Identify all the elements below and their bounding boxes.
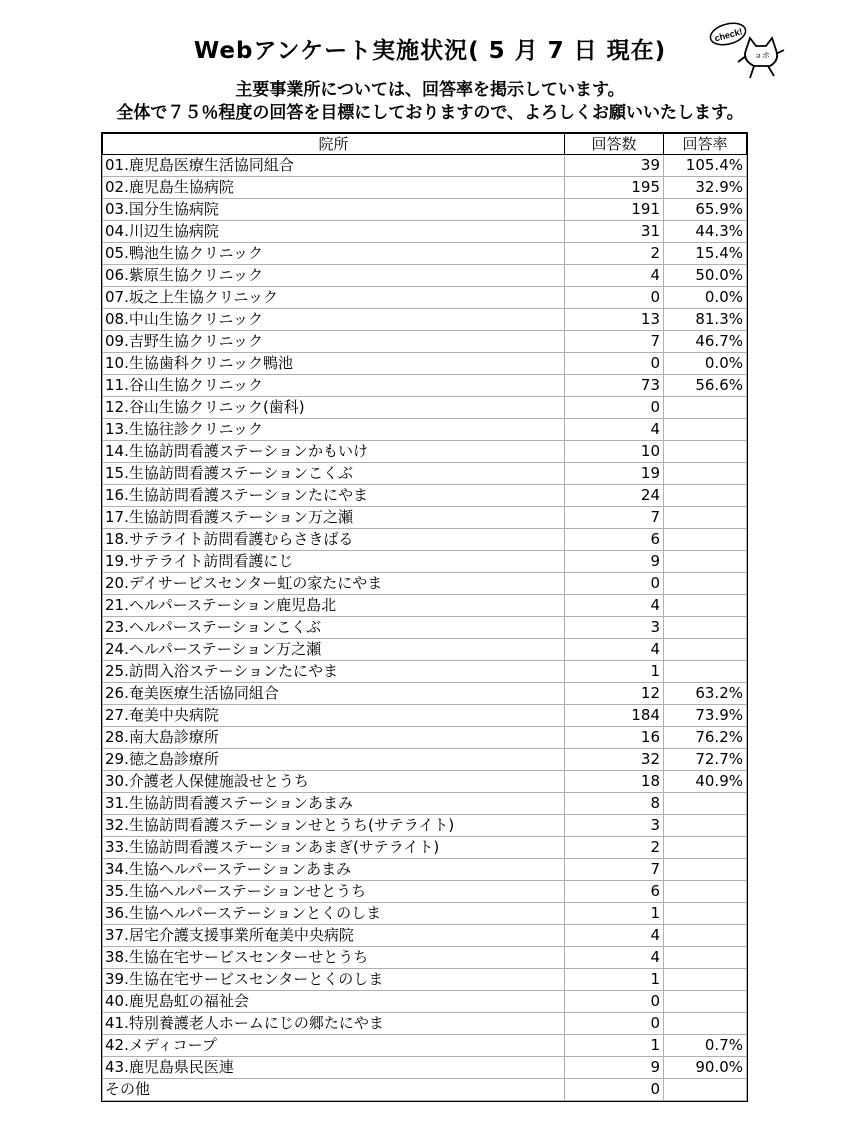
facility-name-cell: 36.生協ヘルパーステーションとくのしま [103,903,565,925]
facility-name-cell: 42.メディコープ [103,1035,565,1057]
table-row [103,705,747,727]
response-count-cell: 184 [565,705,664,727]
table-row [103,815,747,837]
table-row [103,947,747,969]
table-row [103,397,747,419]
facility-name-cell: 39.生協在宅サービスセンターとくのしま [103,969,565,991]
table-row [103,353,747,375]
response-rate-cell: 50.0% [664,265,747,287]
facility-name-cell: 06.紫原生協クリニック [103,265,565,287]
response-rate-cell: 46.7% [664,331,747,353]
response-count-cell: 0 [565,573,664,595]
response-rate-cell [664,551,747,573]
table-row [103,221,747,243]
mascot-label: check! [713,26,744,44]
table-row [103,1035,747,1057]
page-title: Webアンケート実施状況( 5 月 7 日 現在) [193,38,667,64]
response-count-cell: 4 [565,639,664,661]
table-row [103,881,747,903]
response-count-cell: 3 [565,815,664,837]
table-row [103,771,747,793]
response-rate-cell [664,507,747,529]
table-row [103,485,747,507]
response-count-cell: 7 [565,331,664,353]
facility-name-cell: 38.生協在宅サービスセンターせとうち [103,947,565,969]
table-row [103,661,747,683]
header-responses: 回答数 [565,134,664,155]
facility-name-cell: 03.国分生協病院 [103,199,565,221]
response-rate-cell: 90.0% [664,1057,747,1079]
response-count-cell: 0 [565,1013,664,1035]
response-rate-cell [664,397,747,419]
response-count-cell: 195 [565,177,664,199]
table-row [103,617,747,639]
facility-name-cell: 21.ヘルパーステーション鹿児島北 [103,595,565,617]
response-count-cell: 6 [565,881,664,903]
facility-name-cell: 10.生協歯科クリニック鴨池 [103,353,565,375]
response-rate-cell [664,1013,747,1035]
response-rate-cell [664,463,747,485]
response-count-cell: 7 [565,507,664,529]
response-count-cell: 4 [565,419,664,441]
table-row [103,639,747,661]
response-count-cell: 3 [565,617,664,639]
table-row [103,155,747,177]
facility-name-cell: 27.奄美中央病院 [103,705,565,727]
facility-name-cell: 33.生協訪問看護ステーションあまぎ(サテライト) [103,837,565,859]
facility-name-cell: 13.生協往診クリニック [103,419,565,441]
response-count-cell: 32 [565,749,664,771]
facility-name-cell: 32.生協訪問看護ステーションせとうち(サテライト) [103,815,565,837]
table-row [103,925,747,947]
response-rate-cell: 40.9% [664,771,747,793]
response-count-cell: 1 [565,903,664,925]
table-row [103,199,747,221]
response-count-cell: 6 [565,529,664,551]
mascot-face: ョホ [754,51,770,60]
table-row [103,573,747,595]
table-header-row [103,134,747,155]
table-row [103,529,747,551]
header-response-rate: 回答率 [664,134,747,155]
response-count-cell: 4 [565,925,664,947]
facility-name-cell: 31.生協訪問看護ステーションあまみ [103,793,565,815]
table-row [103,265,747,287]
response-rate-cell [664,529,747,551]
facility-name-cell: 24.ヘルパーステーション万之瀬 [103,639,565,661]
response-rate-cell [664,925,747,947]
table-row [103,551,747,573]
response-count-cell: 9 [565,551,664,573]
subtitle-line-1: 主要事業所については、回答率を掲示しています。 [235,80,625,100]
response-rate-cell [664,815,747,837]
table-row [103,177,747,199]
response-rate-cell: 105.4% [664,155,747,177]
response-rate-cell: 63.2% [664,683,747,705]
response-count-cell: 31 [565,221,664,243]
table-row [103,969,747,991]
response-count-cell: 8 [565,793,664,815]
response-rate-cell [664,947,747,969]
table-row [103,1079,747,1101]
facility-name-cell: 25.訪問入浴ステーションたにやま [103,661,565,683]
table-row [103,683,747,705]
facility-name-cell: 19.サテライト訪問看護にじ [103,551,565,573]
facility-name-cell: 40.鹿児島虹の福祉会 [103,991,565,1013]
response-rate-cell [664,639,747,661]
facility-name-cell: 18.サテライト訪問看護むらさきばる [103,529,565,551]
facility-name-cell: 37.居宅介護支援事業所奄美中央病院 [103,925,565,947]
facility-name-cell: 12.谷山生協クリニック(歯科) [103,397,565,419]
response-count-cell: 1 [565,661,664,683]
facility-name-cell: 15.生協訪問看護ステーションこくぶ [103,463,565,485]
facility-name-cell: 05.鴨池生協クリニック [103,243,565,265]
response-rate-cell: 72.7% [664,749,747,771]
response-count-cell: 13 [565,309,664,331]
response-count-cell: 0 [565,991,664,1013]
response-rate-cell [664,969,747,991]
response-count-cell: 7 [565,859,664,881]
response-rate-cell [664,617,747,639]
response-count-cell: 0 [565,353,664,375]
response-rate-cell [664,1079,747,1101]
facility-name-cell: 04.川辺生協病院 [103,221,565,243]
response-count-cell: 2 [565,837,664,859]
response-count-cell: 0 [565,397,664,419]
survey-status-table [102,133,747,1101]
response-count-cell: 191 [565,199,664,221]
table-row [103,507,747,529]
response-count-cell: 4 [565,595,664,617]
facility-name-cell: その他 [103,1079,565,1101]
table-row [103,287,747,309]
header-facility: 院所 [103,134,565,155]
facility-name-cell: 09.吉野生協クリニック [103,331,565,353]
response-rate-cell: 0.0% [664,287,747,309]
facility-name-cell: 43.鹿児島県民医連 [103,1057,565,1079]
table-row [103,991,747,1013]
response-rate-cell: 15.4% [664,243,747,265]
response-rate-cell [664,661,747,683]
facility-name-cell: 26.奄美医療生活協同組合 [103,683,565,705]
response-count-cell: 2 [565,243,664,265]
response-rate-cell: 56.6% [664,375,747,397]
facility-name-cell: 30.介護老人保健施設せとうち [103,771,565,793]
table-row [103,793,747,815]
response-rate-cell [664,991,747,1013]
facility-name-cell: 20.デイサービスセンター虹の家たにやま [103,573,565,595]
facility-name-cell: 01.鹿児島医療生活協同組合 [103,155,565,177]
table-row [103,837,747,859]
response-rate-cell: 44.3% [664,221,747,243]
subtitle-line-2: 全体で７５％程度の回答を目標にしておりますので、よろしくお願いいたします。 [116,103,744,123]
response-count-cell: 1 [565,1035,664,1057]
response-rate-cell [664,903,747,925]
response-count-cell: 9 [565,1057,664,1079]
response-count-cell: 19 [565,463,664,485]
table-row [103,903,747,925]
response-count-cell: 73 [565,375,664,397]
table-row [103,1013,747,1035]
response-count-cell: 16 [565,727,664,749]
response-rate-cell [664,595,747,617]
table-row [103,441,747,463]
facility-name-cell: 41.特別養護老人ホームにじの郷たにやま [103,1013,565,1035]
table-row [103,419,747,441]
response-count-cell: 4 [565,265,664,287]
response-count-cell: 24 [565,485,664,507]
facility-name-cell: 34.生協ヘルパーステーションあまみ [103,859,565,881]
table-row [103,309,747,331]
response-rate-cell: 0.7% [664,1035,747,1057]
facility-name-cell: 07.坂之上生協クリニック [103,287,565,309]
table-row [103,727,747,749]
response-rate-cell: 76.2% [664,727,747,749]
response-rate-cell [664,441,747,463]
response-count-cell: 0 [565,1079,664,1101]
table-row [103,595,747,617]
response-rate-cell [664,573,747,595]
response-rate-cell [664,419,747,441]
response-rate-cell: 65.9% [664,199,747,221]
response-rate-cell: 81.3% [664,309,747,331]
table-row [103,463,747,485]
table-row [103,375,747,397]
facility-name-cell: 16.生協訪問看護ステーションたにやま [103,485,565,507]
response-count-cell: 12 [565,683,664,705]
response-rate-cell [664,859,747,881]
table-row [103,1057,747,1079]
facility-name-cell: 08.中山生協クリニック [103,309,565,331]
response-count-cell: 18 [565,771,664,793]
facility-name-cell: 14.生協訪問看護ステーションかもいけ [103,441,565,463]
response-rate-cell [664,837,747,859]
facility-name-cell: 11.谷山生協クリニック [103,375,565,397]
response-count-cell: 0 [565,287,664,309]
response-count-cell: 1 [565,969,664,991]
facility-name-cell: 23.ヘルパーステーションこくぶ [103,617,565,639]
table-row [103,859,747,881]
response-count-cell: 10 [565,441,664,463]
facility-name-cell: 17.生協訪問看護ステーション万之瀬 [103,507,565,529]
response-count-cell: 39 [565,155,664,177]
table-row [103,749,747,771]
response-rate-cell [664,485,747,507]
facility-name-cell: 29.徳之島診療所 [103,749,565,771]
facility-name-cell: 35.生協ヘルパーステーションせとうち [103,881,565,903]
response-count-cell: 4 [565,947,664,969]
table-row [103,243,747,265]
response-rate-cell: 32.9% [664,177,747,199]
facility-name-cell: 28.南大島診療所 [103,727,565,749]
response-rate-cell [664,881,747,903]
response-rate-cell: 0.0% [664,353,747,375]
facility-name-cell: 02.鹿児島生協病院 [103,177,565,199]
table-row [103,331,747,353]
cat-check-icon [708,14,788,84]
response-rate-cell [664,793,747,815]
response-rate-cell: 73.9% [664,705,747,727]
